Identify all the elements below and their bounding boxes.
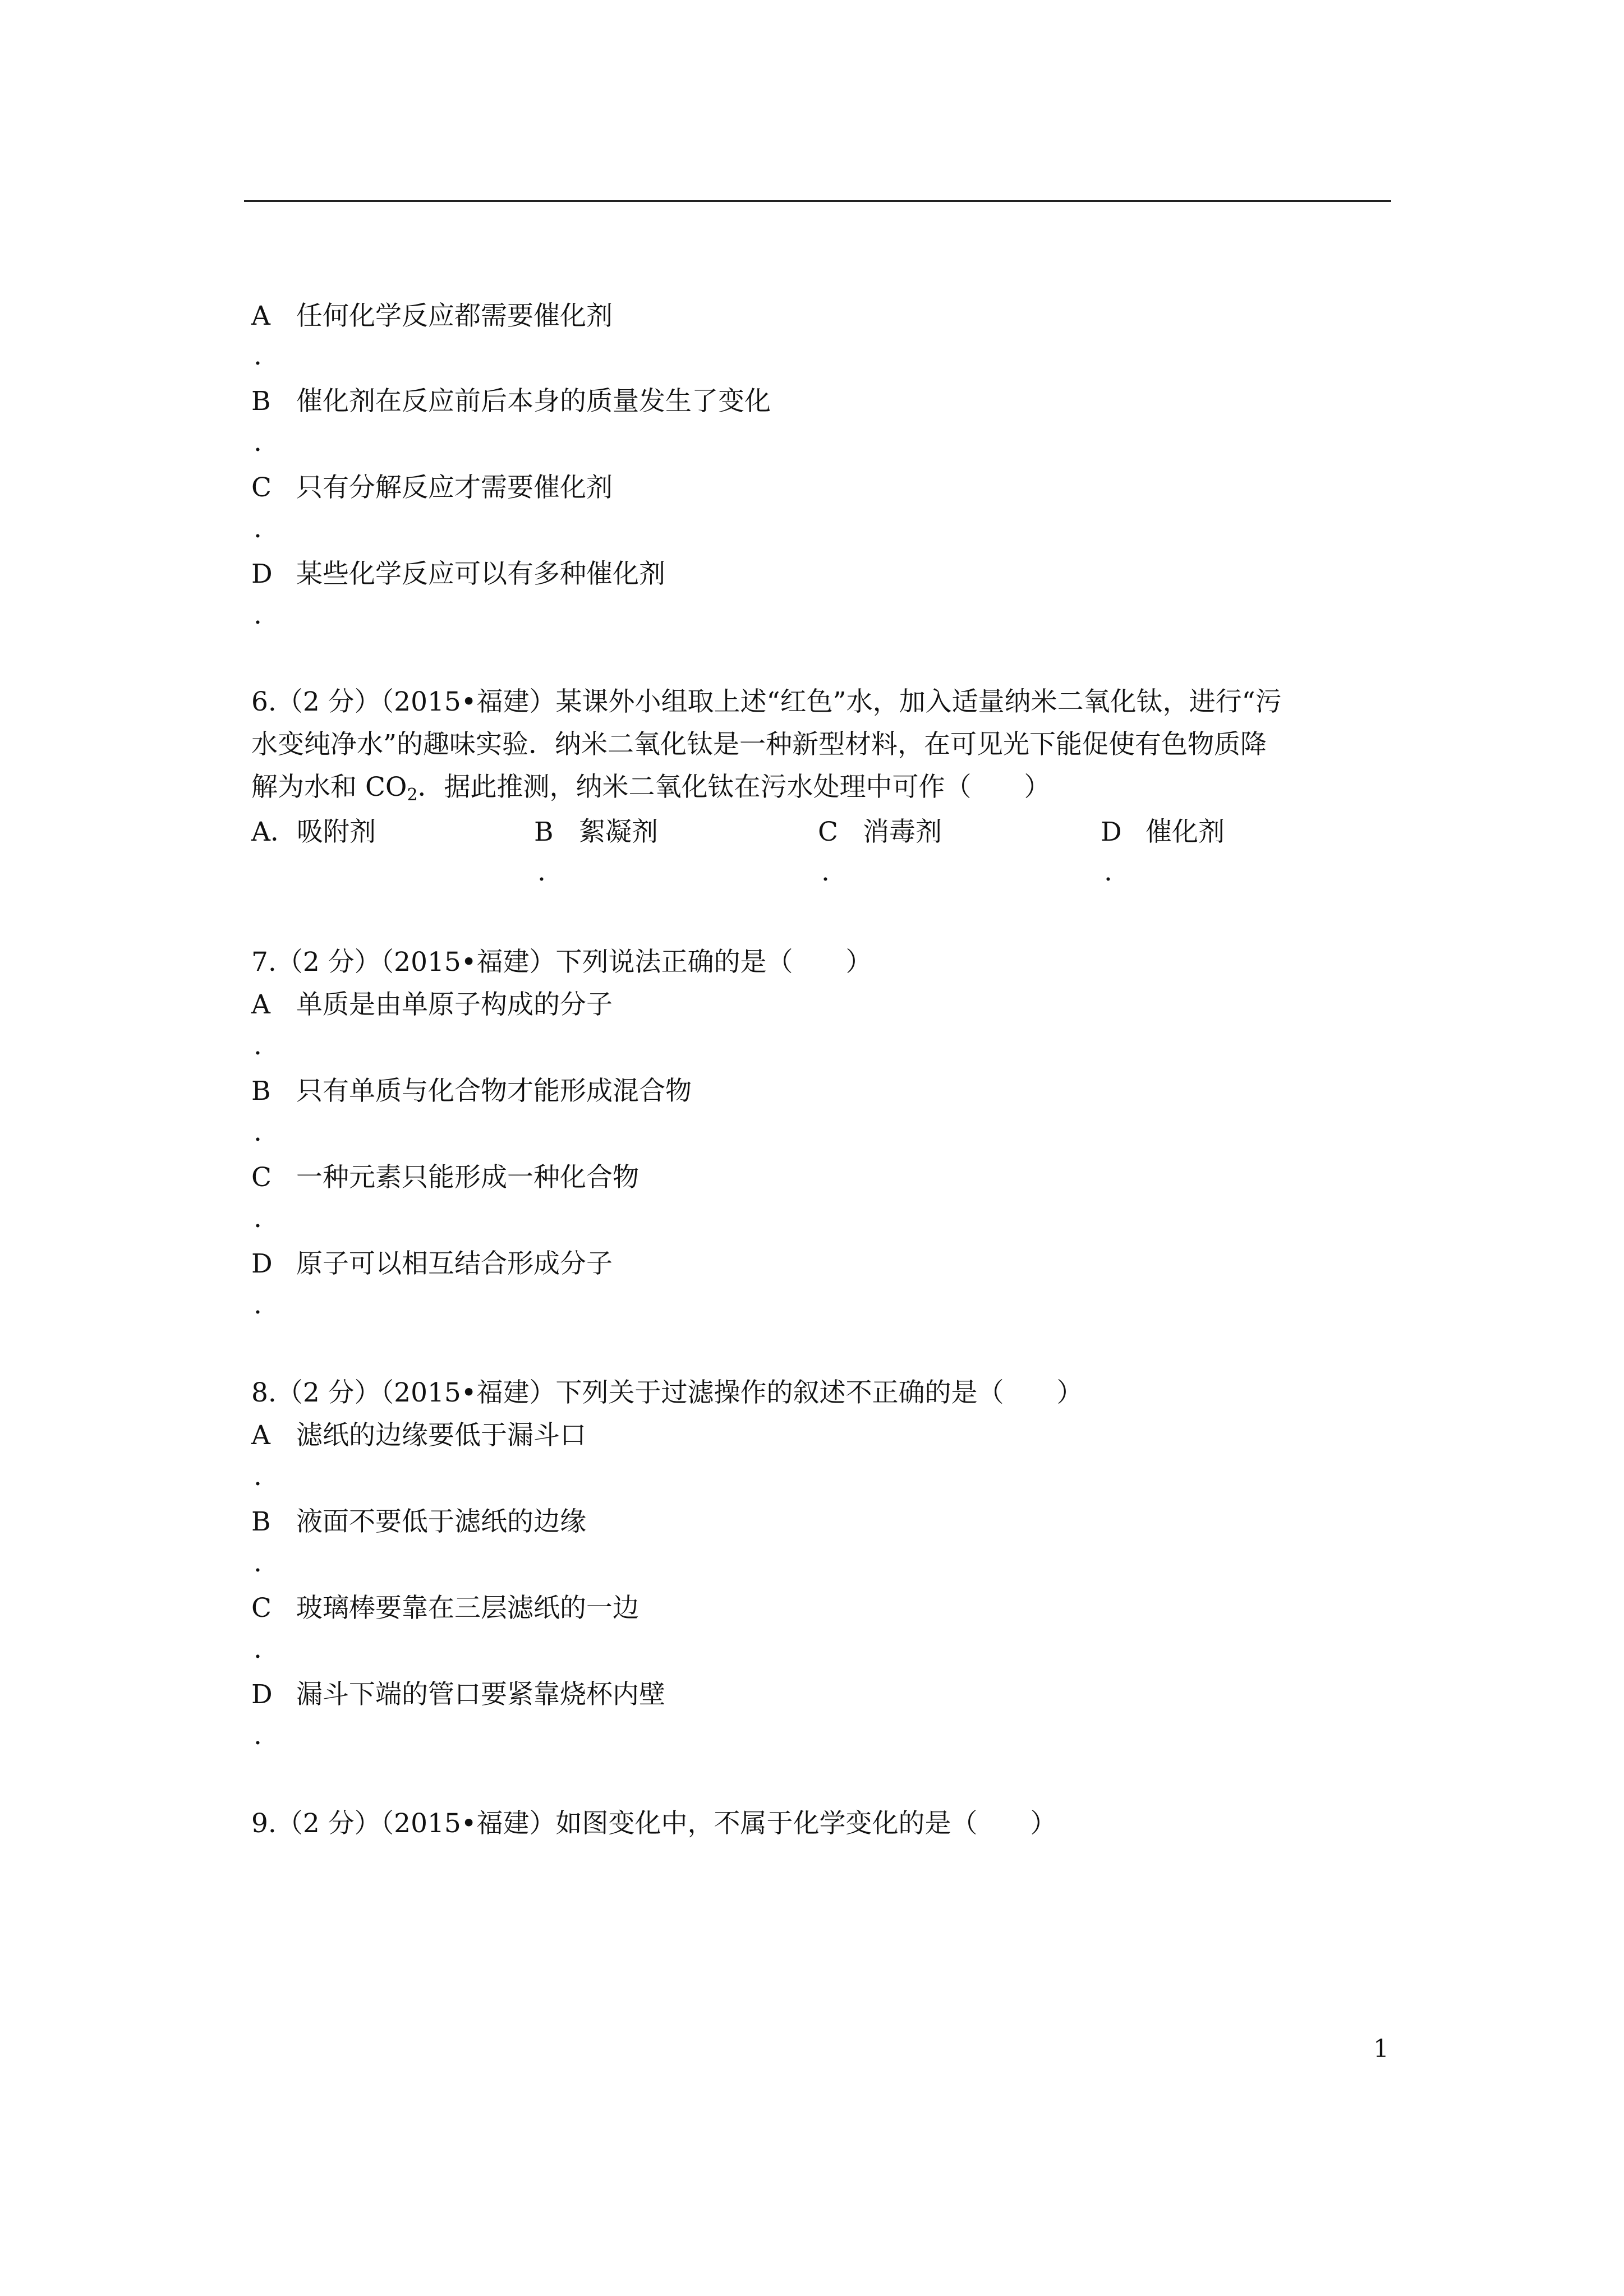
q5-option-c: C 只有分解反应才需要催化剂 [251,472,613,503]
q7-option-c: C 一种元素只能形成一种化合物 [251,1162,639,1193]
q7-option-a-dot: . [254,1030,262,1061]
q7-option-b-dot: . [254,1117,262,1147]
q5-option-a-dot: . [254,340,262,371]
q5-option-a: A 任何化学反应都需要催化剂 [251,301,613,331]
q6-option-d-dot: . [1104,856,1112,887]
q6-option-c: C 消毒剂 [818,817,942,847]
q7-option-b: B 只有单质与化合物才能形成混合物 [251,1076,692,1106]
q6-option-c-dot: . [821,856,830,887]
q7-option-c-dot: . [254,1203,262,1234]
q8-option-c: C 玻璃棒要靠在三层滤纸的一边 [251,1593,639,1624]
q8-option-c-dot: . [254,1634,262,1665]
q6-stem-line-1: 6.（2 分）（2015•福建）某课外小组取上述“红色”水，加入适量纳米二氧化钛，进行“污 [251,686,1282,717]
page-number: 1 [1373,2035,1389,2063]
header-rule [244,200,1391,202]
q6-option-d: D 催化剂 [1101,817,1225,847]
q5-option-b-dot: . [254,427,262,458]
q6-option-a: A．吸附剂 [251,817,376,847]
q6-stem-line-3: 解为水和 $CO_2$．据此推测，纳米二氧化钛在污水处理中可作（ ） [251,772,1051,805]
q8-option-d: D 漏斗下端的管口要紧靠烧杯内壁 [251,1679,665,1710]
q8-stem: 8.（2 分）（2015•福建）下列关于过滤操作的叙述不正确的是（ ） [251,1377,1083,1408]
q5-option-c-dot: . [254,513,262,544]
q7-option-d-dot: . [254,1289,262,1320]
q6-stem-line-2: 水变纯净水”的趣味实验．纳米二氧化钛是一种新型材料，在可见光下能促使有色物质降 [251,729,1267,760]
q7-option-a: A 单质是由单原子构成的分子 [251,989,613,1020]
q7-option-d: D 原子可以相互结合形成分子 [251,1248,613,1279]
q7-stem: 7.（2 分）（2015•福建）下列说法正确的是（ ） [251,947,872,978]
q5-option-d: D 某些化学反应可以有多种催化剂 [251,559,665,589]
q8-option-b-dot: . [254,1547,262,1578]
q8-option-d-dot: . [254,1720,262,1751]
q8-option-b: B 液面不要低于滤纸的边缘 [251,1506,586,1537]
q5-option-b: B 催化剂在反应前后本身的质量发生了变化 [251,386,771,417]
q6-option-b: B 絮凝剂 [534,817,658,847]
q8-option-a: A 滤纸的边缘要低于漏斗口 [251,1420,586,1451]
q8-option-a-dot: . [254,1461,262,1492]
q9-stem: 9.（2 分）（2015•福建）如图变化中，不属于化学变化的是（ ） [251,1808,1057,1839]
q5-option-d-dot: . [254,600,262,630]
q6-option-b-dot: . [537,856,546,887]
